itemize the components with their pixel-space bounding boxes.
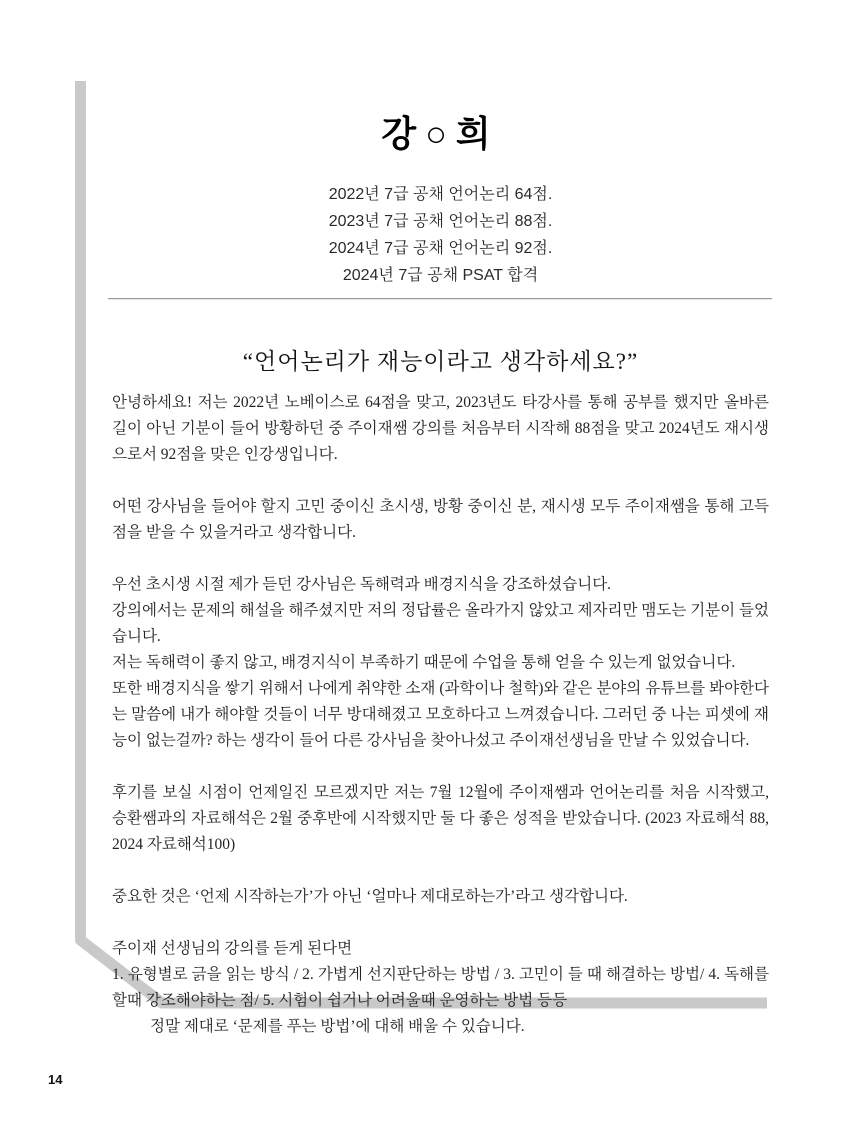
paragraph-text: 우선 초시생 시절 제가 듣던 강사님은 독해력과 배경지식을 강조하셨습니다.: [112, 576, 612, 593]
credential-line: 2023년 7급 공채 언어논리 88점.: [328, 213, 553, 230]
page-number: 14: [48, 1072, 63, 1087]
paragraph: [112, 884, 769, 910]
reviewer-name: 강○희: [381, 113, 500, 154]
reviewer-header: [112, 106, 769, 289]
review-heading: “언어논리가 재능이라고 생각하세요?”: [242, 349, 639, 374]
paragraph-text: 1. 유형별로 긁을 읽는 방식 / 2. 가볍게 선지판단하는 방법 / 3. 고민이 들 때 해결하는 방법/ 4. 독해를 할때 강조해야하는 점/ 5. 시험이 쉽거나 어려울때 운영하는 방법 등등: [112, 966, 769, 1009]
indented-line: 정말 제대로 ‘문제를 푸는 방법’에 대해 배울 수 있습니다.: [150, 1018, 525, 1035]
credential-line: 2024년 7급 공채 언어논리 92점.: [328, 240, 553, 257]
horizontal-divider: [108, 298, 772, 300]
paragraph: [112, 494, 769, 546]
credential-line: 2024년 7급 공채 PSAT 합격: [342, 267, 539, 284]
paragraph-text: 중요한 것은 ‘언제 시작하는가’가 아닌 ‘얼마나 제대로하는가’라고 생각합니다.: [112, 888, 628, 905]
review-body: [112, 390, 769, 1040]
paragraph: [112, 572, 769, 754]
paragraph-text: 저는 독해력이 좋지 않고, 배경지식이 부족하기 때문에 수업을 통해 얻을 수 있는게 없었습니다.: [112, 654, 736, 671]
paragraph-text: 안녕하세요! 저는 2022년 노베이스로 64점을 맞고, 2023년도 타강사를 통해 공부를 했지만 올바른 길이 아닌 기분이 들어 방황하던 중 주이재쌤 강의를 처음부터 시작해 88점을 맞고 2024년도 재시생으로서 92점을 맞은 인강생입니다.: [112, 394, 769, 463]
paragraph: [112, 936, 769, 1040]
paragraph: [112, 390, 769, 468]
paragraph: [112, 780, 769, 858]
reviewer-credentials: [112, 181, 769, 289]
paragraph-text: 또한 배경지식을 쌓기 위해서 나에게 취약한 소재 (과학이나 철학)와 같은 분야의 유튜브를 봐야한다는 말씀에 내가 해야할 것들이 너무 방대해졌고 모호하다고 느껴졌습니다. 그러던 중 나는 피셋에 재능이 없는걸까? 하는 생각이 들어 다른 강사님을 찾아나섰고 주이재선생님을 만날 수 있었습니다.: [112, 680, 769, 749]
paragraph-text: 후기를 보실 시점이 언제일진 모르겠지만 저는 7월 12월에 주이재쌤과 언어논리를 처음 시작했고, 승환쌤과의 자료해석은 2월 중후반에 시작했지만 둘 다 좋은 성적을 받았습니다. (2023 자료해석 88, 2024 자료해석100): [112, 784, 769, 853]
paragraph-text: 어떤 강사님을 들어야 할지 고민 중이신 초시생, 방황 중이신 분, 재시생 모두 주이재쌤을 통해 고득점을 받을 수 있을거라고 생각합니다.: [112, 498, 769, 541]
paragraph-text: 주이재 선생님의 강의를 듣게 된다면: [112, 940, 353, 957]
credential-line: 2022년 7급 공채 언어논리 64점.: [328, 186, 553, 203]
paragraph-text: 강의에서는 문제의 해설을 해주셨지만 저의 정답률은 올라가지 않았고 제자리만 맴도는 기분이 들었습니다.: [112, 602, 769, 645]
